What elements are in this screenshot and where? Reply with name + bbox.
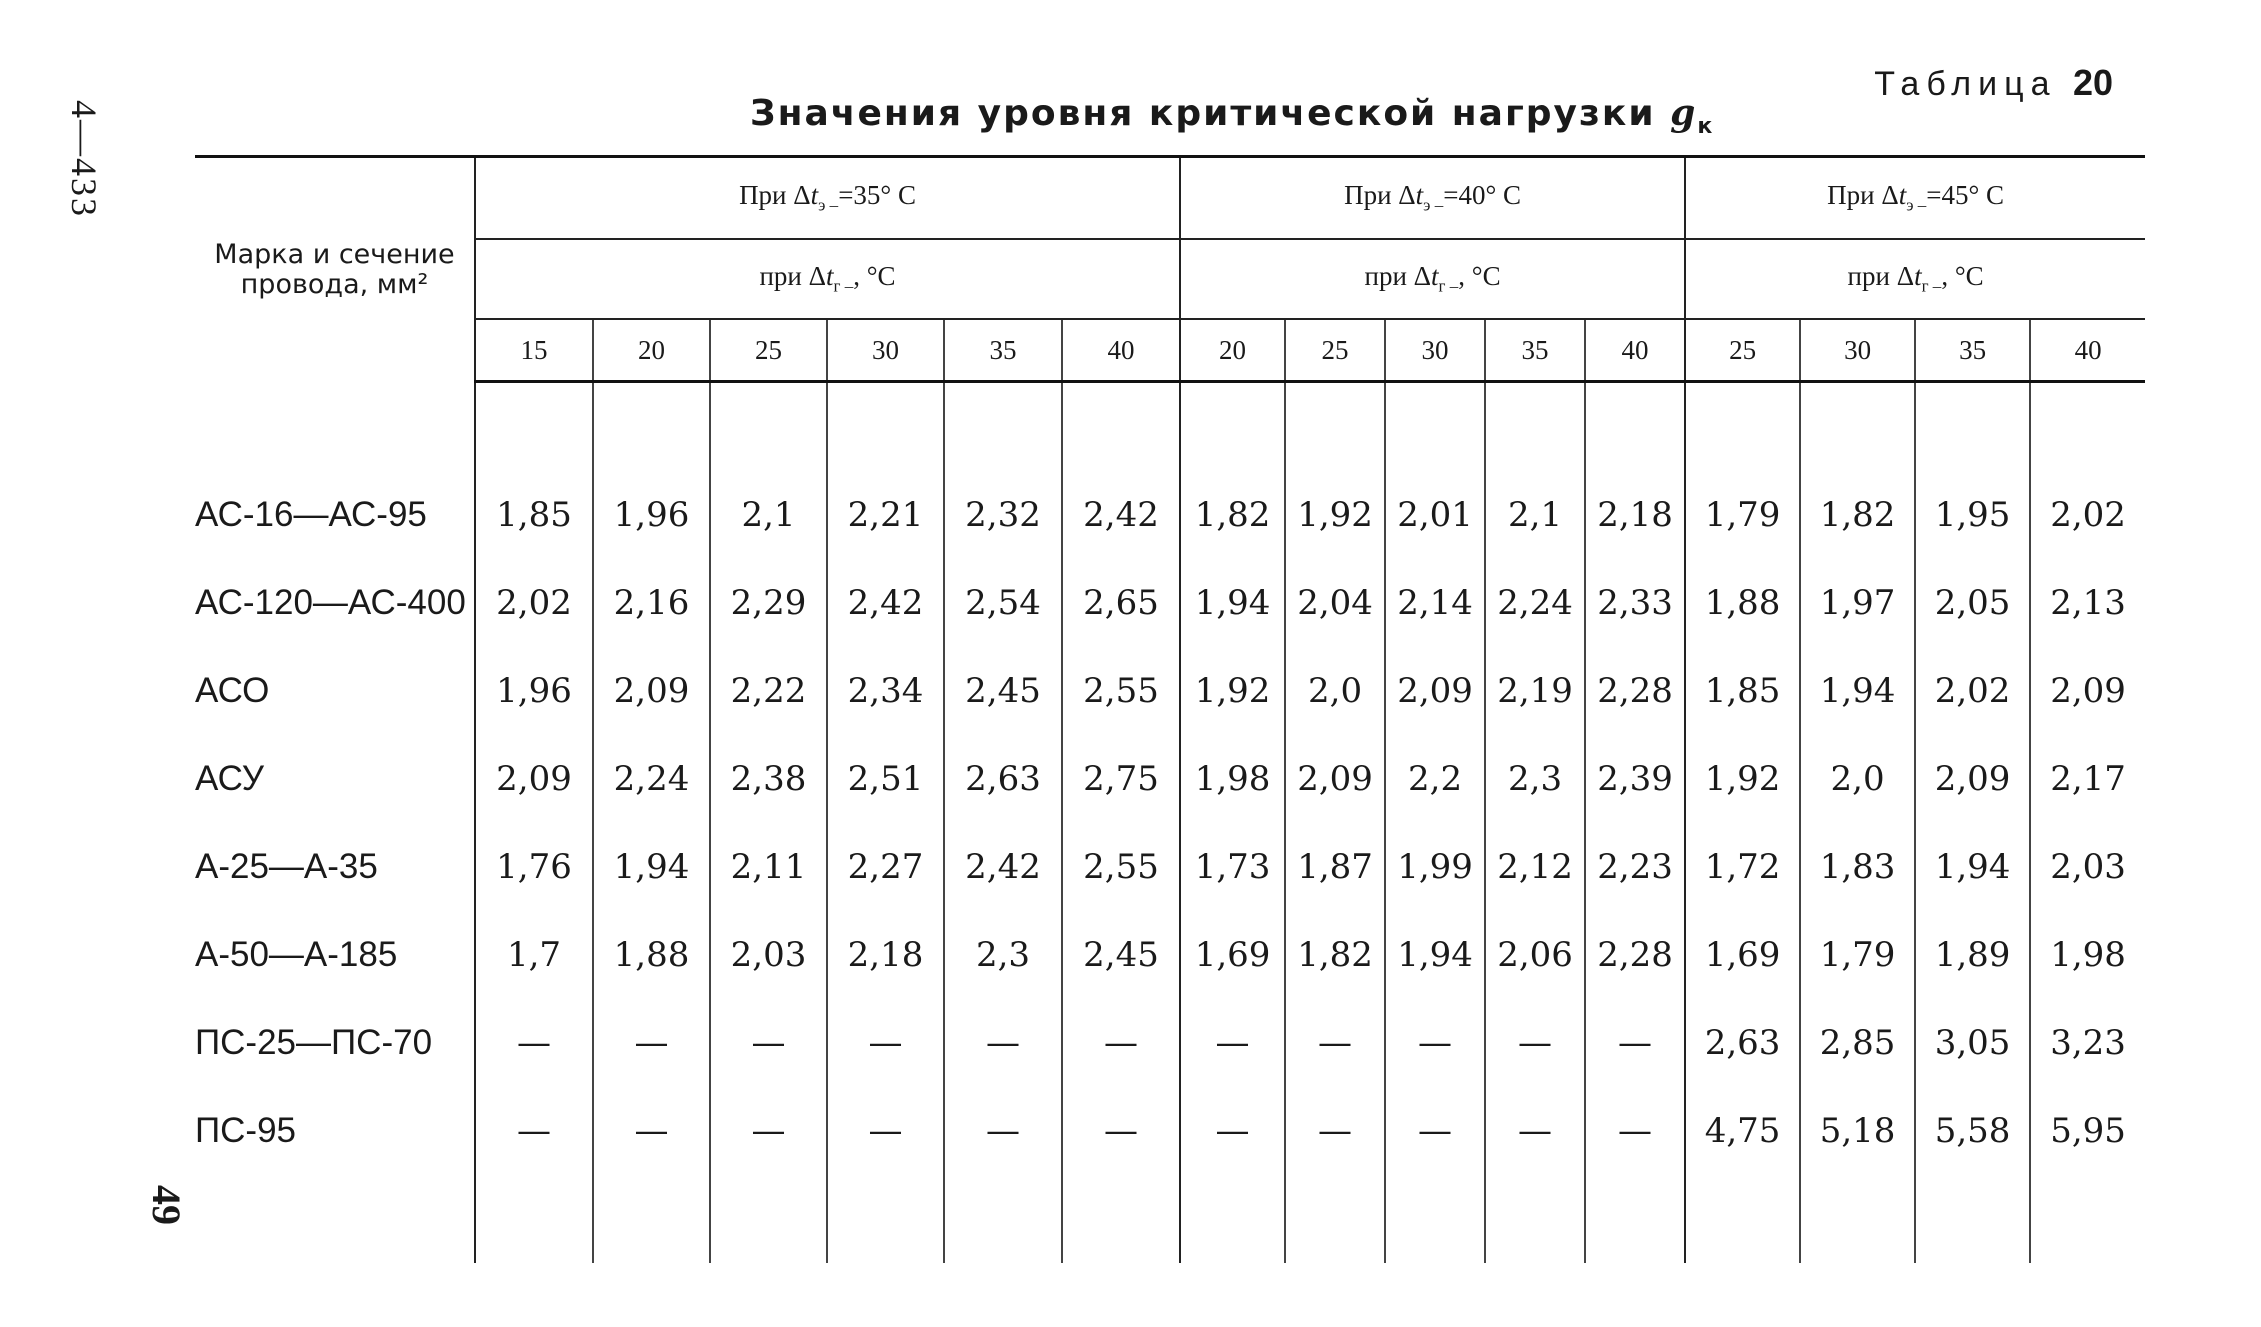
subgroup-header-40: при $\Delta t_{г -}$, °С [1180, 239, 1685, 319]
value-cell: 2,39 [1585, 735, 1685, 823]
value-cell: 1,94 [1915, 823, 2030, 911]
table-row [195, 735, 2145, 823]
value-cell: 2,18 [1585, 471, 1685, 559]
value-cell: 2,33 [1585, 559, 1685, 647]
wire-mark-cell: АСУ [195, 735, 475, 823]
value-cell: 1,87 [1285, 823, 1385, 911]
value-cell: — [1385, 1087, 1485, 1175]
value-cell: 2,24 [1485, 559, 1585, 647]
value-cell: 2,17 [2030, 735, 2145, 823]
column-header: 25 [1285, 319, 1385, 382]
value-cell: 2,04 [1285, 559, 1385, 647]
value-cell: 2,55 [1062, 823, 1180, 911]
value-cell: 2,09 [593, 647, 710, 735]
value-cell: 2,2 [1385, 735, 1485, 823]
value-cell: 2,54 [944, 559, 1062, 647]
value-cell: 1,7 [475, 911, 593, 999]
value-cell: 2,51 [827, 735, 944, 823]
value-cell: 2,1 [710, 471, 827, 559]
value-cell: 1,94 [1385, 911, 1485, 999]
value-cell: — [1485, 999, 1585, 1087]
column-header: 35 [1915, 319, 2030, 382]
wire-mark-cell: А-25—А-35 [195, 823, 475, 911]
value-cell: 2,16 [593, 559, 710, 647]
subgroup-header-45: при $\Delta t_{г -}$, °С [1685, 239, 2145, 319]
value-cell: 2,42 [944, 823, 1062, 911]
column-header: 40 [2030, 319, 2145, 382]
column-header: 30 [1385, 319, 1485, 382]
value-cell: 2,23 [1585, 823, 1685, 911]
value-cell: — [1585, 1087, 1685, 1175]
column-header: 40 [1062, 319, 1180, 382]
value-cell: 2,65 [1062, 559, 1180, 647]
value-cell: — [944, 999, 1062, 1087]
value-cell: 1,97 [1800, 559, 1915, 647]
value-cell: 2,03 [710, 911, 827, 999]
value-cell: 2,06 [1485, 911, 1585, 999]
value-cell: 2,29 [710, 559, 827, 647]
value-cell: 2,24 [593, 735, 710, 823]
value-cell: — [475, 999, 593, 1087]
value-cell: 1,92 [1685, 735, 1800, 823]
value-cell: 2,09 [1915, 735, 2030, 823]
value-cell: 2,01 [1385, 471, 1485, 559]
wire-mark-cell: АСО [195, 647, 475, 735]
value-cell: 2,42 [1062, 471, 1180, 559]
value-cell: 3,23 [2030, 999, 2145, 1087]
column-header: 15 [475, 319, 593, 382]
value-cell: — [1062, 999, 1180, 1087]
group-header-35: При $\Delta t_{э -}=35^\circ$ С [475, 157, 1180, 240]
value-cell: — [1385, 999, 1485, 1087]
value-cell: 1,85 [1685, 647, 1800, 735]
value-cell: — [1285, 1087, 1385, 1175]
table-label-word: Таблица [1874, 65, 2057, 103]
group-header-45: При $\Delta t_{э -}=45^\circ$ С [1685, 157, 2145, 240]
column-header: 30 [827, 319, 944, 382]
value-cell: 1,69 [1180, 911, 1285, 999]
column-header: 30 [1800, 319, 1915, 382]
column-header: 40 [1585, 319, 1685, 382]
value-cell: 4,75 [1685, 1087, 1800, 1175]
value-cell: 2,18 [827, 911, 944, 999]
value-cell: 2,09 [1385, 647, 1485, 735]
value-cell: — [710, 1087, 827, 1175]
wire-mark-cell: АС-16—АС-95 [195, 471, 475, 559]
value-cell: 5,18 [1800, 1087, 1915, 1175]
value-cell: 2,38 [710, 735, 827, 823]
table-label-number: 20 [2072, 62, 2113, 103]
value-cell: 1,83 [1800, 823, 1915, 911]
group-header-40: При $\Delta t_{э -}=40^\circ$ С [1180, 157, 1685, 240]
value-cell: 2,0 [1285, 647, 1385, 735]
table-row [195, 823, 2145, 911]
value-cell: 1,85 [475, 471, 593, 559]
value-cell: 1,88 [593, 911, 710, 999]
filler-row [195, 1175, 2145, 1263]
value-cell: — [827, 1087, 944, 1175]
column-header: 25 [710, 319, 827, 382]
value-cell: 1,69 [1685, 911, 1800, 999]
value-cell: 2,21 [827, 471, 944, 559]
value-cell: 2,28 [1585, 911, 1685, 999]
table-row [195, 471, 2145, 559]
value-cell: — [1180, 999, 1285, 1087]
value-cell: 2,14 [1385, 559, 1485, 647]
value-cell: 2,55 [1062, 647, 1180, 735]
table-row [195, 647, 2145, 735]
wire-mark-cell: АС-120—АС-400 [195, 559, 475, 647]
margin-page-number: 49 [144, 1185, 189, 1225]
wire-mark-cell: ПС-95 [195, 1087, 475, 1175]
column-header: 35 [944, 319, 1062, 382]
value-cell: 1,72 [1685, 823, 1800, 911]
table-title-symbol-sub: к [1697, 114, 1715, 140]
value-cell: 2,63 [1685, 999, 1800, 1087]
column-header: 20 [593, 319, 710, 382]
wire-mark-cell: ПС-25—ПС-70 [195, 999, 475, 1087]
value-cell: 2,09 [2030, 647, 2145, 735]
value-cell: 2,75 [1062, 735, 1180, 823]
value-cell: — [710, 999, 827, 1087]
value-cell: 2,02 [2030, 471, 2145, 559]
value-cell: 2,02 [1915, 647, 2030, 735]
wire-mark-cell: А-50—А-185 [195, 911, 475, 999]
header-corner-line1: Марка и сечение [214, 238, 455, 270]
value-cell: 5,58 [1915, 1087, 2030, 1175]
value-cell: 2,19 [1485, 647, 1585, 735]
value-cell: 2,09 [1285, 735, 1385, 823]
value-cell: 1,96 [593, 471, 710, 559]
header-corner-line2: провода, мм² [240, 268, 429, 300]
value-cell: 2,42 [827, 559, 944, 647]
value-cell: 2,28 [1585, 647, 1685, 735]
value-cell: 2,11 [710, 823, 827, 911]
table-title-symbol: g [1670, 92, 1698, 134]
critical-load-table [195, 155, 2145, 1263]
value-cell: — [1180, 1087, 1285, 1175]
header-corner [195, 157, 475, 382]
value-cell: 2,3 [944, 911, 1062, 999]
value-cell: 1,88 [1685, 559, 1800, 647]
value-cell: 1,92 [1180, 647, 1285, 735]
table-label [1874, 62, 2113, 104]
value-cell: 2,03 [2030, 823, 2145, 911]
value-cell: 1,82 [1800, 471, 1915, 559]
value-cell: — [827, 999, 944, 1087]
value-cell: — [1485, 1087, 1585, 1175]
value-cell: 2,0 [1800, 735, 1915, 823]
value-cell: 1,95 [1915, 471, 2030, 559]
value-cell: 2,27 [827, 823, 944, 911]
value-cell: — [1585, 999, 1685, 1087]
table-row [195, 559, 2145, 647]
margin-document-code: 4—433 [64, 100, 104, 218]
value-cell: 2,09 [475, 735, 593, 823]
subgroup-header-35: при $\Delta t_{г -}$, °С [475, 239, 1180, 319]
value-cell: 1,94 [1800, 647, 1915, 735]
column-header: 35 [1485, 319, 1585, 382]
value-cell: — [1285, 999, 1385, 1087]
value-cell: 1,82 [1180, 471, 1285, 559]
value-cell: 1,82 [1285, 911, 1385, 999]
value-cell: 1,89 [1915, 911, 2030, 999]
table-row [195, 999, 2145, 1087]
value-cell: 1,79 [1685, 471, 1800, 559]
column-header: 20 [1180, 319, 1285, 382]
table-title [750, 92, 1714, 139]
value-cell: 2,22 [710, 647, 827, 735]
value-cell: — [475, 1087, 593, 1175]
value-cell: 1,98 [2030, 911, 2145, 999]
value-cell: 2,3 [1485, 735, 1585, 823]
value-cell: 1,94 [1180, 559, 1285, 647]
value-cell: 1,76 [475, 823, 593, 911]
value-cell: 1,96 [475, 647, 593, 735]
value-cell: 2,13 [2030, 559, 2145, 647]
value-cell: 1,94 [593, 823, 710, 911]
column-header: 25 [1685, 319, 1800, 382]
value-cell: 1,79 [1800, 911, 1915, 999]
value-cell: 2,02 [475, 559, 593, 647]
value-cell: 3,05 [1915, 999, 2030, 1087]
value-cell: 1,73 [1180, 823, 1285, 911]
value-cell: — [1062, 1087, 1180, 1175]
value-cell: 2,32 [944, 471, 1062, 559]
value-cell: — [593, 999, 710, 1087]
value-cell: 1,99 [1385, 823, 1485, 911]
value-cell: 1,98 [1180, 735, 1285, 823]
value-cell: 2,85 [1800, 999, 1915, 1087]
table-title-text: Значения уровня критической нагрузки [750, 93, 1656, 134]
value-cell: 5,95 [2030, 1087, 2145, 1175]
value-cell: — [944, 1087, 1062, 1175]
value-cell: 2,63 [944, 735, 1062, 823]
value-cell: 2,1 [1485, 471, 1585, 559]
value-cell: — [593, 1087, 710, 1175]
spacer-row [195, 382, 2145, 472]
table-row [195, 1087, 2145, 1175]
value-cell: 2,45 [944, 647, 1062, 735]
table-row [195, 911, 2145, 999]
value-cell: 2,05 [1915, 559, 2030, 647]
value-cell: 2,45 [1062, 911, 1180, 999]
value-cell: 2,12 [1485, 823, 1585, 911]
value-cell: 2,34 [827, 647, 944, 735]
value-cell: 1,92 [1285, 471, 1385, 559]
